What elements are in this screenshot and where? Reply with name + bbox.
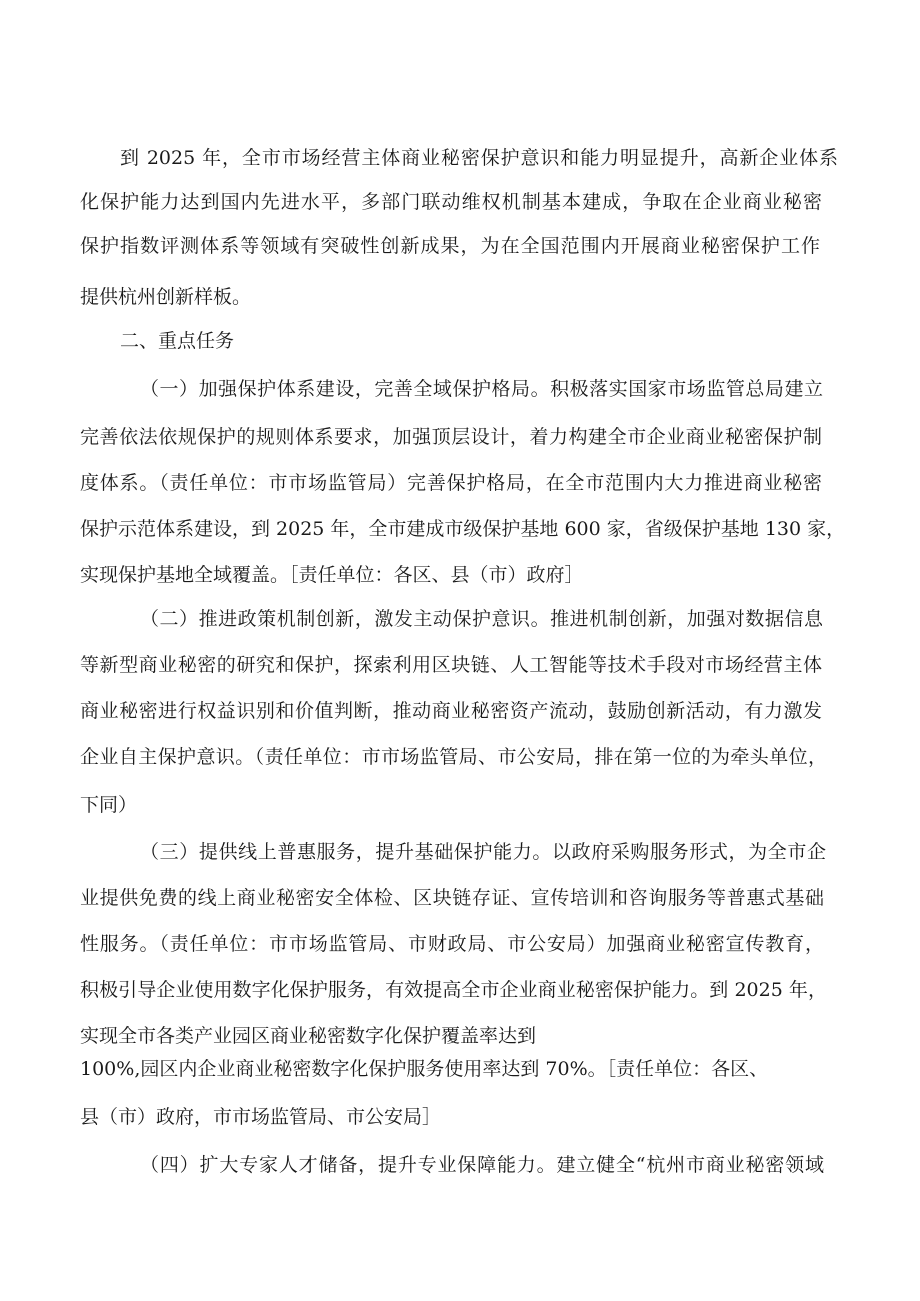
task-3-line-6: 100%,园区内企业商业秘密数字化保护服务使用率达到 70%。［责任单位：各区、 xyxy=(80,1058,769,1080)
task-1-line-2: 完善依法依规保护的规则体系要求，加强顶层设计，着力构建全市企业商业秘密保护制 xyxy=(80,426,822,448)
task-3-line-7: 县（市）政府，市市场监管局、市公安局］ xyxy=(80,1106,442,1128)
task-2-line-3: 商业秘密进行权益识别和价值判断，推动商业秘密资产流动，鼓励创新活动，有力激发 xyxy=(80,700,822,722)
paragraph-1-line-2: 化保护能力达到国内先进水平，多部门联动维权机制基本建成，争取在企业商业秘密 xyxy=(80,191,822,213)
task-1-line-5: 实现保护基地全域覆盖。［责任单位：各区、县（市）政府］ xyxy=(80,564,584,586)
task-3-line-1: （三）提供线上普惠服务，提升基础保护能力。以政府采购服务形式，为全市企 xyxy=(140,841,826,863)
paragraph-1-line-4: 提供杭州创新样板。 xyxy=(80,286,252,308)
task-3-line-3: 性服务。（责任单位：市市场监管局、市财政局、市公安局）加强商业秘密宣传教育， xyxy=(80,933,824,955)
paragraph-1-line-1: 到 2025 年，全市市场经营主体商业秘密保护意识和能力明显提升，高新企业体系 xyxy=(120,147,838,169)
task-2-line-5: 下同） xyxy=(80,794,138,816)
section-heading: 二、重点任务 xyxy=(120,330,235,352)
task-3-line-5: 实现全市各类产业园区商业秘密数字化保护覆盖率达到 xyxy=(80,1025,537,1047)
task-2-line-4: 企业自主保护意识。（责任单位：市市场监管局、市公安局，排在第一位的为牵头单位， xyxy=(80,746,827,768)
task-4-line-1: （四）扩大专家人才储备，提升专业保障能力。建立健全“杭州市商业秘密领域 xyxy=(140,1154,824,1176)
paragraph-1-line-3: 保护指数评测体系等领域有突破性创新成果，为在全国范围内开展商业秘密保护工作 xyxy=(80,235,820,257)
task-1-line-4: 保护示范体系建设，到 2025 年，全市建成市级保护基地 600 家，省级保护基地 130 家， xyxy=(80,518,846,540)
task-1-line-1: （一）加强保护体系建设，完善全域保护格局。积极落实国家市场监管总局建立 xyxy=(140,378,823,400)
task-3-line-4: 积极引导企业使用数字化保护服务，有效提高全市企业商业秘密保护能力。到 2025 年， xyxy=(80,979,827,1001)
task-3-line-2: 业提供免费的线上商业秘密安全体检、区块链存证、宣传培训和咨询服务等普惠式基础 xyxy=(80,887,824,909)
task-2-line-2: 等新型商业秘密的研究和保护，探索利用区块链、人工智能等技术手段对市场经营主体 xyxy=(80,654,822,676)
task-1-line-3: 度体系。（责任单位：市市场监管局）完善保护格局，在全市范围内大力推进商业秘密 xyxy=(80,472,822,494)
task-2-line-1: （二）推进政策机制创新，激发主动保护意识。推进机制创新，加强对数据信息 xyxy=(140,608,823,630)
